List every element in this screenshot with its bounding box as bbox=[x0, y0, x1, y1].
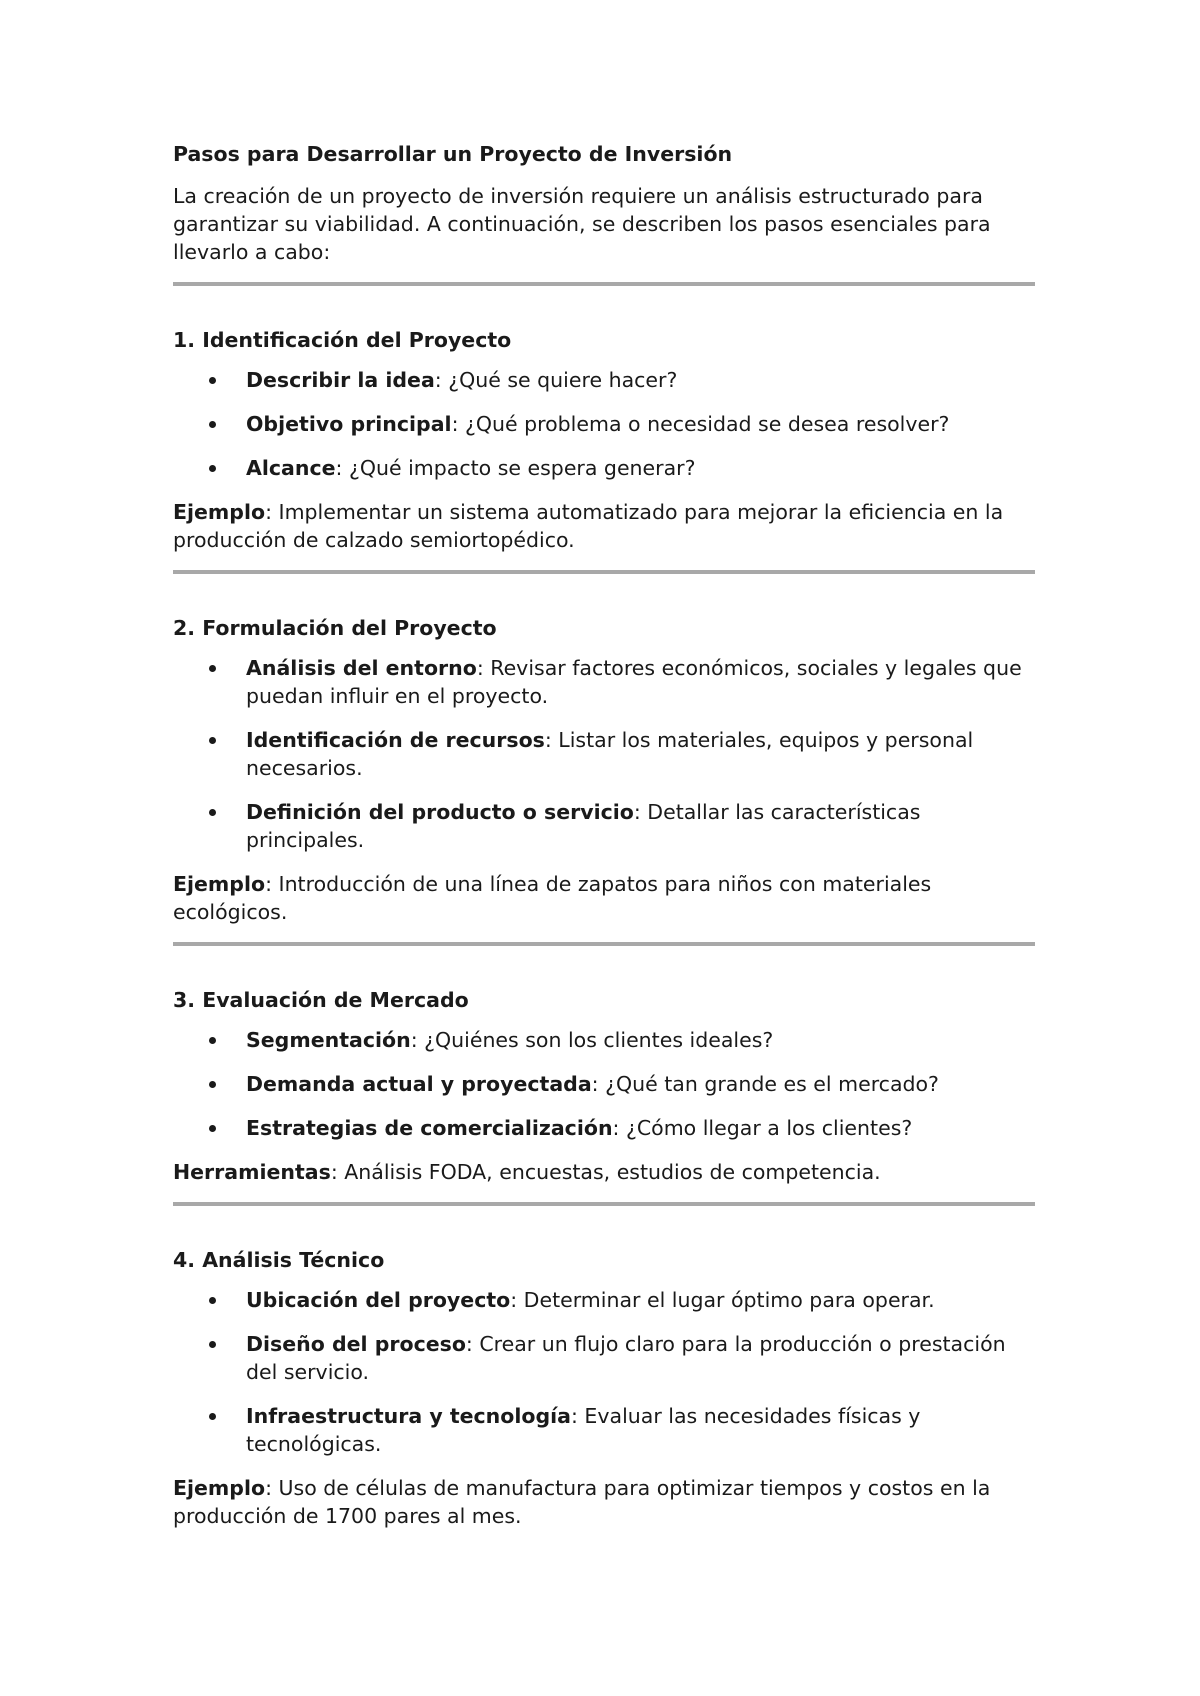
item-term: Describir la idea bbox=[246, 368, 435, 392]
item-term: Definición del producto o servicio bbox=[246, 800, 634, 824]
section-divider bbox=[173, 942, 1035, 946]
item-term: Alcance bbox=[246, 456, 336, 480]
item-term: Demanda actual y proyectada bbox=[246, 1072, 592, 1096]
bullet-icon bbox=[209, 1341, 216, 1348]
item-text: : ¿Qué impacto se espera generar? bbox=[335, 456, 696, 480]
note-text: : Introducción de una línea de zapatos para niños con materiales ecológicos. bbox=[173, 872, 932, 924]
bullet-list bbox=[173, 366, 1035, 482]
bullet-icon bbox=[209, 1081, 216, 1088]
list-item bbox=[173, 1402, 1035, 1458]
item-text: : Crear un flujo claro para la producción o prestación del servicio. bbox=[246, 1332, 1006, 1384]
note-text: : Uso de células de manufactura para optimizar tiempos y costos en la producción de 1700 pares al mes. bbox=[173, 1476, 991, 1528]
document-title: Pasos para Desarrollar un Proyecto de Inversión bbox=[173, 142, 733, 166]
note-text: : Análisis FODA, encuestas, estudios de competencia. bbox=[330, 1160, 881, 1184]
item-text: : Evaluar las necesidades físicas y tecnológicas. bbox=[246, 1404, 921, 1456]
section-note bbox=[173, 1474, 1035, 1530]
item-text: : Revisar factores económicos, sociales y legales que puedan influir en el proyecto. bbox=[246, 656, 1022, 708]
note-label: Ejemplo bbox=[173, 1476, 266, 1500]
list-item bbox=[173, 1330, 1035, 1386]
item-term: Segmentación bbox=[246, 1028, 411, 1052]
section-heading: 2. Formulación del Proyecto bbox=[173, 616, 497, 640]
section-divider bbox=[173, 570, 1035, 574]
bullet-icon bbox=[209, 1413, 216, 1420]
note-text: : Implementar un sistema automatizado para mejorar la eficiencia en la producción de calzado semiortopédico. bbox=[173, 500, 1004, 552]
section-heading: 3. Evaluación de Mercado bbox=[173, 988, 469, 1012]
item-text: : ¿Qué tan grande es el mercado? bbox=[591, 1072, 939, 1096]
item-term: Objetivo principal bbox=[246, 412, 452, 436]
bullet-icon bbox=[209, 1297, 216, 1304]
section-analisis-tecnico bbox=[173, 1246, 1035, 1530]
item-text: : Determinar el lugar óptimo para operar. bbox=[510, 1288, 935, 1312]
note-label: Herramientas bbox=[173, 1160, 331, 1184]
section-evaluacion-mercado bbox=[173, 986, 1035, 1206]
list-item bbox=[173, 1026, 1035, 1054]
item-term: Infraestructura y tecnología bbox=[246, 1404, 571, 1428]
item-text: : ¿Qué se quiere hacer? bbox=[434, 368, 678, 392]
item-text: : ¿Quiénes son los clientes ideales? bbox=[410, 1028, 774, 1052]
section-heading: 4. Análisis Técnico bbox=[173, 1248, 385, 1272]
document-page bbox=[173, 140, 1035, 1530]
bullet-icon bbox=[209, 665, 216, 672]
item-text: : Listar los materiales, equipos y personal necesarios. bbox=[246, 728, 974, 780]
section-note bbox=[173, 1158, 1035, 1186]
bullet-icon bbox=[209, 465, 216, 472]
bullet-icon bbox=[209, 377, 216, 384]
item-text: : ¿Qué problema o necesidad se desea resolver? bbox=[451, 412, 950, 436]
section-divider bbox=[173, 282, 1035, 286]
note-label: Ejemplo bbox=[173, 872, 266, 896]
bullet-icon bbox=[209, 737, 216, 744]
bullet-list bbox=[173, 1286, 1035, 1458]
item-term: Diseño del proceso bbox=[246, 1332, 466, 1356]
bullet-icon bbox=[209, 809, 216, 816]
section-identificacion bbox=[173, 326, 1035, 574]
list-item bbox=[173, 1114, 1035, 1142]
item-text: : Detallar las características principales. bbox=[246, 800, 921, 852]
section-heading: 1. Identificación del Proyecto bbox=[173, 328, 512, 352]
section-note bbox=[173, 870, 1035, 926]
list-item bbox=[173, 1070, 1035, 1098]
bullet-icon bbox=[209, 421, 216, 428]
list-item bbox=[173, 798, 1035, 854]
list-item bbox=[173, 726, 1035, 782]
item-term: Identificación de recursos bbox=[246, 728, 545, 752]
section-formulacion bbox=[173, 614, 1035, 946]
item-term: Análisis del entorno bbox=[246, 656, 477, 680]
bullet-icon bbox=[209, 1125, 216, 1132]
item-text: : ¿Cómo llegar a los clientes? bbox=[612, 1116, 913, 1140]
item-term: Estrategias de comercialización bbox=[246, 1116, 613, 1140]
bullet-list bbox=[173, 654, 1035, 854]
item-term: Ubicación del proyecto bbox=[246, 1288, 511, 1312]
bullet-list bbox=[173, 1026, 1035, 1142]
section-divider bbox=[173, 1202, 1035, 1206]
section-note bbox=[173, 498, 1035, 554]
bullet-icon bbox=[209, 1037, 216, 1044]
list-item bbox=[173, 654, 1035, 710]
list-item bbox=[173, 1286, 1035, 1314]
note-label: Ejemplo bbox=[173, 500, 266, 524]
list-item bbox=[173, 410, 1035, 438]
list-item bbox=[173, 454, 1035, 482]
intro-paragraph: La creación de un proyecto de inversión requiere un análisis estructurado para garantizar su viabilidad. A continuación, se describen los pasos esenciales para llevarlo a cabo: bbox=[173, 184, 991, 264]
list-item bbox=[173, 366, 1035, 394]
